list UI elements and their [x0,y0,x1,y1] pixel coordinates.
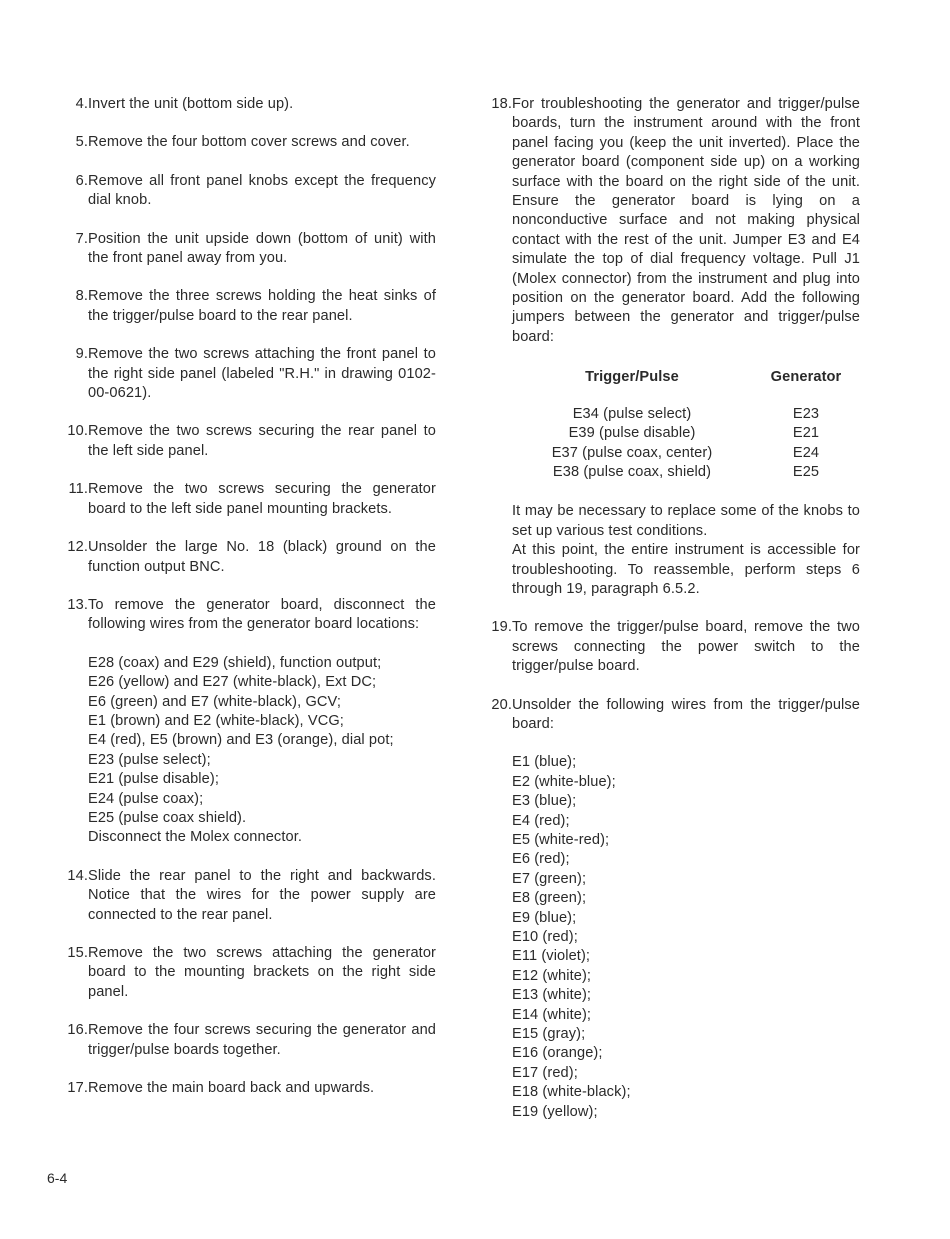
wire-item: E16 (orange); [512,1045,603,1062]
column-header-trigger-pulse: Trigger/Pulse [585,369,679,386]
step-number: 5. [75,134,88,151]
step-14 [44,867,436,925]
page-number: 6-4 [47,1170,68,1186]
wire-item: E11 (violet); [512,948,591,965]
step-text: To remove the trigger/pulse board, remove the two screws connecting the power switch to the trigger/pulse board. [512,619,860,675]
wire-item: E21 (pulse disable); [88,771,219,788]
table-row [512,463,860,482]
step-number: 6. [75,172,88,189]
table-cell: E21 [792,425,820,442]
step-text: Slide the rear panel to the right and backwards. Notice that the wires for the power supply are connected to the rear panel. [88,867,436,923]
step-15 [44,944,436,1002]
step-number: 19. [491,619,512,636]
wire-item: E1 (brown) and E2 (white-black), VCG; [88,712,344,729]
step-number: 17. [67,1080,88,1097]
step-18 [468,95,860,599]
table-cell: E39 (pulse disable) [568,425,696,442]
step-text: Unsolder the following wires from the trigger/pulse board: [512,696,860,732]
step-number: 10. [67,423,88,440]
table-row [512,405,860,424]
step-6 [44,172,436,211]
step-text: Remove the two screws securing the rear panel to the left side panel. [88,423,436,459]
wire-item: E6 (red); [512,851,570,868]
wire-item: E28 (coax) and E29 (shield), function output; [88,654,382,671]
step-text: To remove the generator board, disconnect the following wires from the generator board locations: [88,596,436,633]
step-10 [44,422,436,461]
step-number: 15. [67,945,88,961]
wire-item: E3 (blue); [512,793,577,810]
wire-item: E26 (yellow) and E27 (white-black), Ext DC; [88,674,377,691]
wire-item: E19 (yellow); [512,1103,598,1120]
wire-item: E6 (green) and E7 (white-black), GCV; [88,693,341,710]
step-number: 20. [491,696,512,713]
wire-item: E25 (pulse coax shield). [88,809,247,826]
step-number: 13. [67,596,88,613]
wire-item: E17 (red); [512,1064,578,1081]
wire-list [512,753,860,1122]
wire-item: E24 (pulse coax); [88,790,204,807]
note-paragraph: At this point, the entire instrument is accessible for troubleshooting. To reassemble, perform steps 6 through 19, paragraph 6.5.2. [512,542,860,597]
wire-item: E18 (white-black); [512,1084,631,1101]
step-7 [44,230,436,269]
step-text: Remove all front panel knobs except the frequency dial knob. [88,172,436,209]
wire-item: E23 (pulse select); [88,751,211,768]
table-cell: E24 [792,444,820,461]
step-9 [44,345,436,403]
wire-item: E2 (white-blue); [512,773,616,790]
step-number: 7. [75,230,88,247]
table-header [512,368,860,387]
step-number: 12. [67,539,88,556]
table-cell: E37 (pulse coax, center) [551,444,713,461]
step-text: Remove the four screws securing the generator and trigger/pulse boards together. [88,1022,436,1058]
step-4 [44,95,436,114]
wire-item: E15 (gray); [512,1026,586,1043]
left-column [44,95,436,1117]
step-13 [44,596,436,848]
step-20 [468,696,860,1123]
step-8 [44,287,436,326]
wire-item: E4 (red), E5 (brown) and E3 (orange), dial pot; [88,732,394,749]
step-number: 4. [75,96,88,112]
step-5 [44,133,436,152]
wire-item: E5 (white-red); [512,832,610,848]
step-text: For troubleshooting the generator and trigger/pulse boards, turn the instrument around with the front panel facing you (keep the unit inverted). Place the generator board (component side up) on a working surface with the board on the right side of the unit. Ensure the generator board is lying on a nonconductive surface and not making physical contact with the rest of the unit. Jumper E3 and E4 simulate the top of dial frequency voltage. Pull J1 (Molex connector) from the instrument and plug into position on the generator board. Add the following jumpers between the generator and trigger/pulse board: [512,96,860,345]
wire-item: E14 (white); [512,1006,592,1023]
table-cell: E25 [792,463,820,480]
jumper-table [512,368,860,482]
step-text: Unsolder the large No. 18 (black) ground on the function output BNC. [88,539,436,575]
table-cell: E23 [792,405,820,422]
wire-item: E8 (green); [512,890,587,907]
step-number: 9. [75,346,88,363]
table-row [512,424,860,443]
note-paragraph: It may be necessary to replace some of the knobs to set up various test conditions. [512,503,860,539]
right-column [468,95,860,1141]
step-text: Remove the main board back and upwards. [88,1080,375,1097]
step-number: 18. [491,96,512,112]
step-text: Remove the four bottom cover screws and cover. [88,134,410,151]
wire-item: E9 (blue); [512,909,577,926]
wire-item: E7 (green); [512,870,587,887]
wire-list [88,654,436,829]
wire-item: E4 (red); [512,812,570,829]
step-16 [44,1021,436,1060]
table-cell: E38 (pulse coax, shield) [552,463,712,480]
step-note: Disconnect the Molex connector. [88,829,303,846]
step-number: 8. [75,288,88,305]
step-text: Remove the two screws attaching the front panel to the right side panel (labeled "R.H." in drawing 0102-00-0621). [88,346,436,402]
step-number: 11. [68,481,88,498]
column-header-generator: Generator [770,369,842,386]
step-11 [44,480,436,519]
wire-item: E1 (blue); [512,754,577,771]
step-17 [44,1079,436,1098]
step-number: 14. [67,867,88,884]
step-number: 16. [67,1022,88,1039]
table-cell: E34 (pulse select) [572,405,692,422]
step-text: Remove the two screws securing the generator board to the left side panel mounting brackets. [88,481,436,517]
wire-item: E12 (white); [512,967,592,984]
step-text: Invert the unit (bottom side up). [88,96,294,112]
step-19 [468,618,860,676]
step-12 [44,538,436,577]
step-text: Remove the three screws holding the heat sinks of the trigger/pulse board to the rear panel. [88,288,436,324]
step-text: Remove the two screws attaching the generator board to the mounting brackets on the right side panel. [88,945,436,1000]
table-row [512,444,860,463]
step-text: Position the unit upside down (bottom of unit) with the front panel away from you. [88,230,436,267]
wire-item: E13 (white); [512,987,592,1004]
wire-item: E10 (red); [512,929,578,946]
